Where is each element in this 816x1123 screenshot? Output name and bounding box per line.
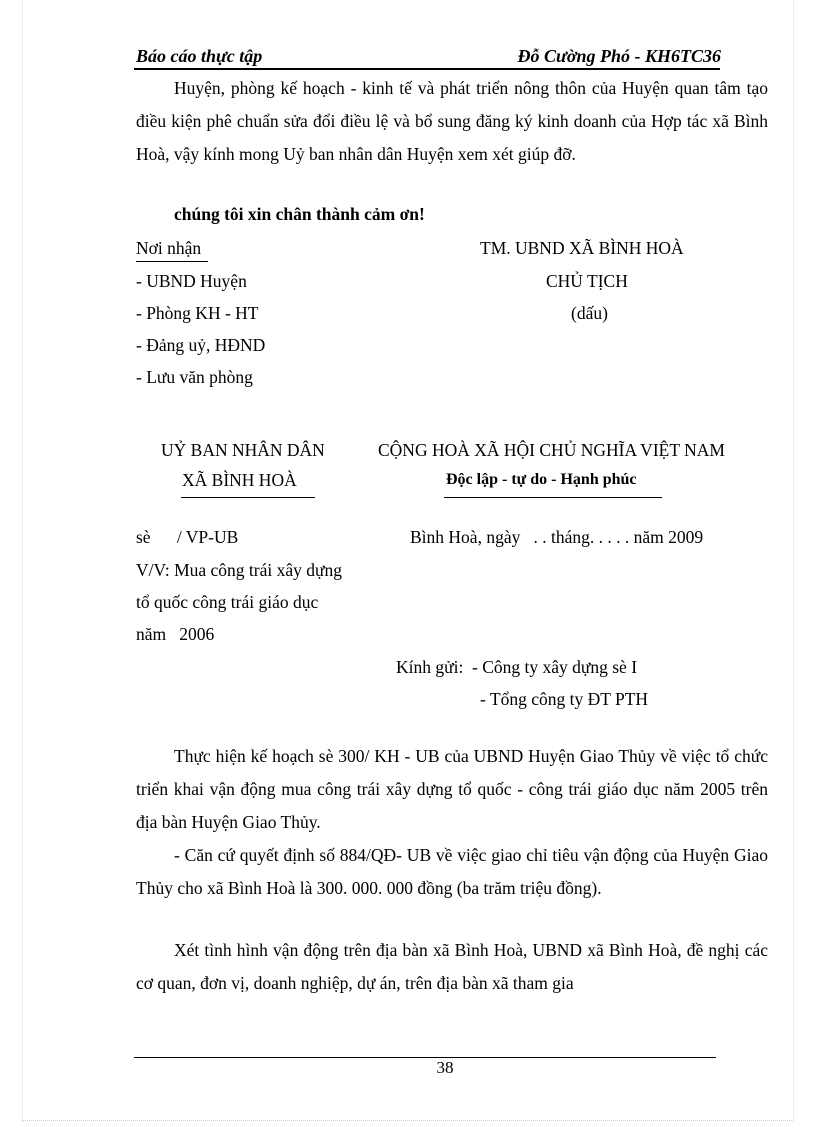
recipient-item: - Phòng KH - HT: [136, 303, 259, 323]
addressee-item: - Tổng công ty ĐT PTH: [480, 689, 649, 709]
page-bottom-guide: [22, 1120, 794, 1121]
subject-line: tổ quốc công trái giáo dục: [136, 592, 319, 612]
letterhead-org-line2: XÃ BÌNH HOÀ: [182, 470, 297, 490]
letterhead-country: CỘNG HOÀ XÃ HỘI CHỦ NGHĨA VIỆT NAM: [378, 440, 725, 460]
page-number: 38: [436, 1058, 454, 1077]
letterhead-motto-rule: [444, 497, 662, 498]
addressee-label: Kính gửi:: [396, 657, 464, 677]
body-paragraph: Xét tình hình vận động trên địa bàn xã Bình Hoà, UBND xã Bình Hoà, đề nghị các cơ quan, đơn vị, doanh nghiệp, dự án, trên địa bàn xã tham gia: [136, 940, 768, 993]
signature-org: TM. UBND XÃ BÌNH HOÀ: [480, 238, 684, 258]
document-number: sè / VP-UB: [136, 527, 239, 547]
signature-role: CHỦ TỊCH: [546, 271, 628, 291]
signature-seal: (dấu): [571, 303, 608, 323]
body-paragraph: Thực hiện kế hoạch sè 300/ KH - UB của UBND Huyện Giao Thủy về việc tổ chức triển khai vận động mua công trái xây dựng tổ quốc - công trái giáo dục năm 2005 trên địa bàn Huyện Giao Thủy.: [136, 746, 768, 832]
subject-line: năm 2006: [136, 624, 215, 644]
letterhead-org-rule: [181, 497, 315, 498]
page-margin-guide: [793, 0, 794, 1123]
header-author: Đỗ Cường Phó - KH6TC36: [517, 46, 721, 66]
recipients-underline: [136, 261, 208, 262]
body-paragraph: - Căn cứ quyết định số 884/QĐ- UB về việc giao chỉ tiêu vận động của Huyện Giao Thủy cho xã Bình Hoà là 300. 000. 000 đồng (ba trăm triệu đồng).: [136, 845, 768, 898]
letterhead-motto: Độc lập - tự do - Hạnh phúc: [446, 471, 637, 488]
recipients-title: Nơi nhận: [136, 238, 202, 258]
thanks-line: chúng tôi xin chân thành cảm ơn!: [174, 204, 425, 224]
recipient-item: - UBND Huyện: [136, 271, 247, 291]
header-rule: [134, 68, 720, 70]
letterhead-org-line1: UỶ BAN NHÂN DÂN: [161, 440, 325, 460]
intro-paragraph: Huyện, phòng kế hoạch - kinh tế và phát triển nông thôn của Huyện quan tâm tạo điều kiện phê chuẩn sửa đổi điều lệ và bổ sung đăng ký kinh doanh của Hợp tác xã Bình Hoà, vậy kính mong Uỷ ban nhân dân Huyện xem xét giúp đỡ.: [136, 78, 768, 164]
addressee-item: - Công ty xây dựng sè I: [472, 657, 638, 677]
recipient-item: - Lưu văn phòng: [136, 367, 253, 387]
subject-line: V/V: Mua công trái xây dựng: [136, 560, 342, 580]
header-title: Báo cáo thực tập: [136, 46, 263, 66]
page-margin-guide: [22, 0, 23, 1123]
date-line: Bình Hoà, ngày . . tháng. . . . . năm 2009: [410, 527, 704, 547]
recipient-item: - Đảng uỷ, HĐND: [136, 335, 266, 355]
